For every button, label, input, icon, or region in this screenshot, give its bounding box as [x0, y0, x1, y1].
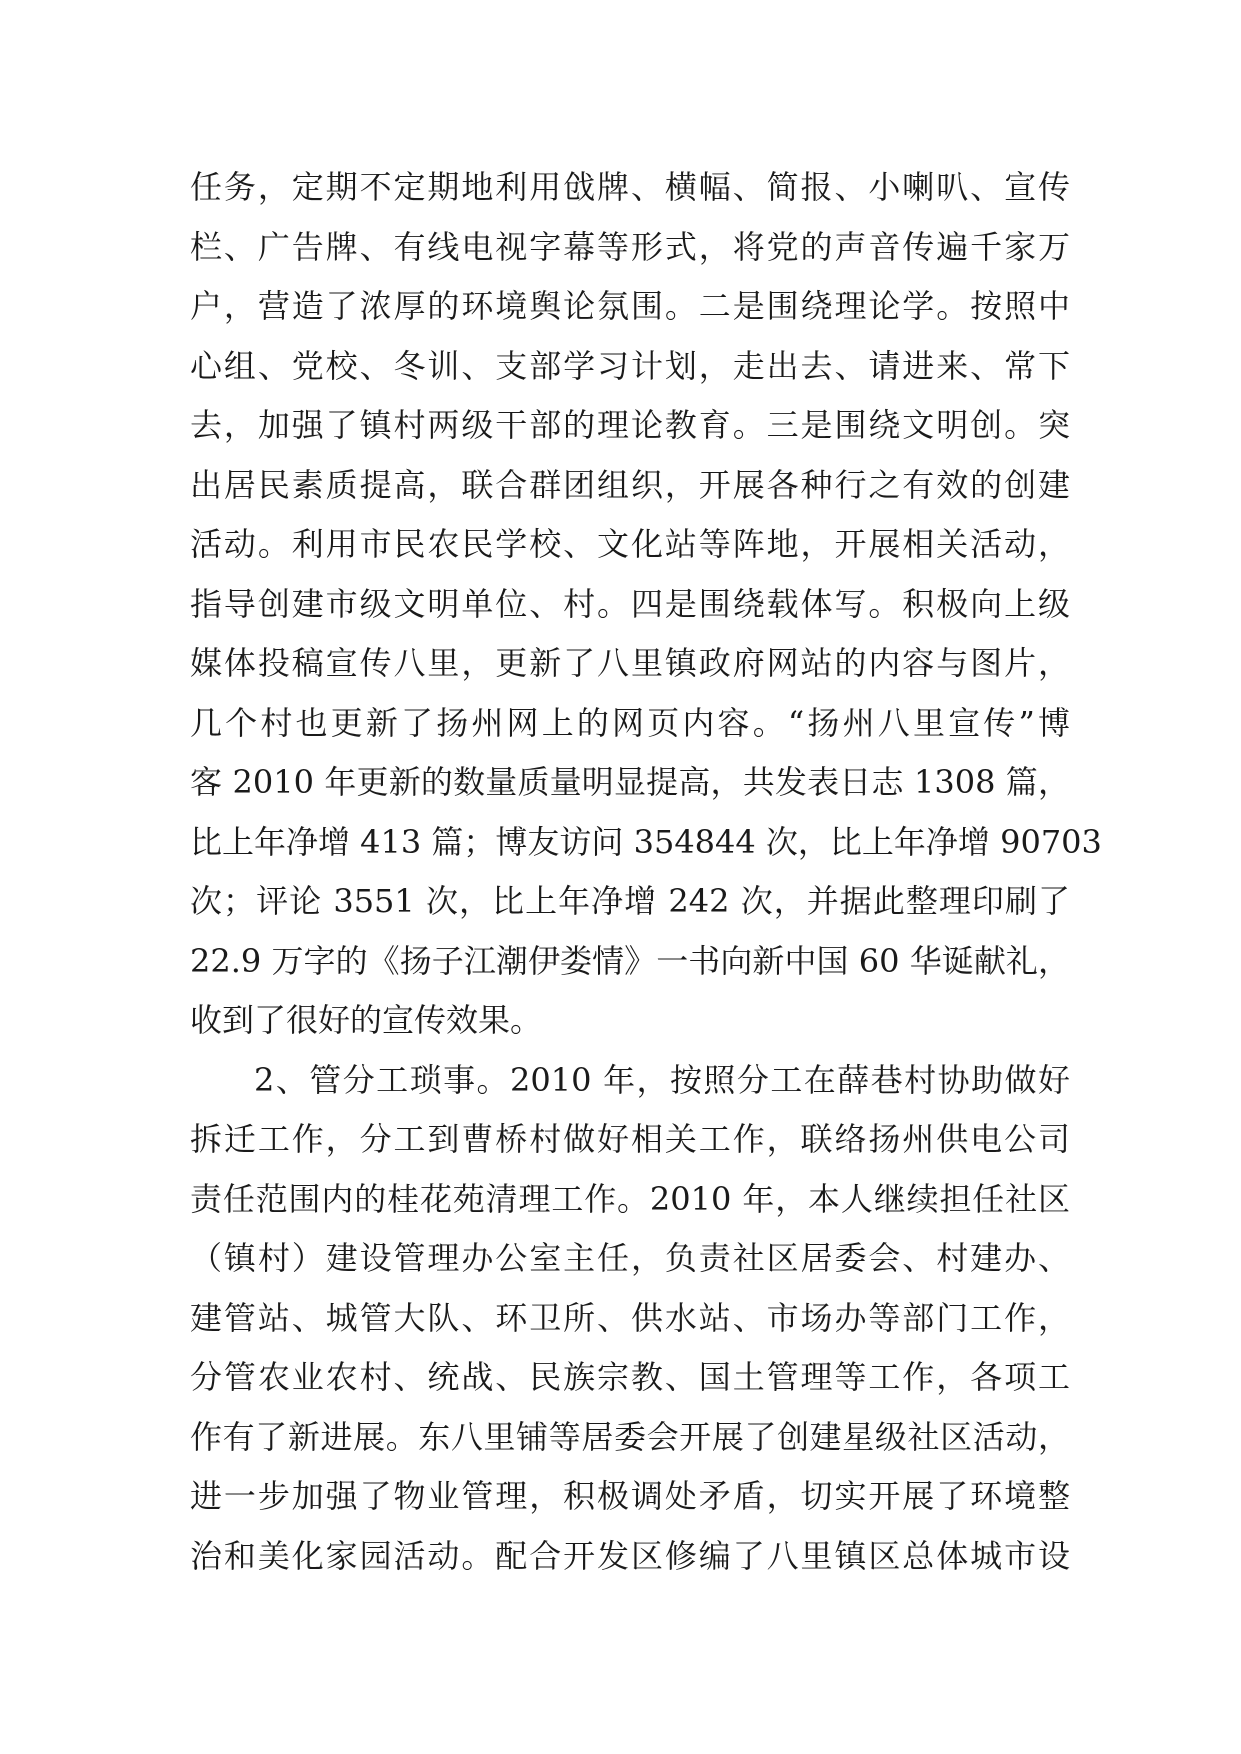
text-line: 心组、党校、冬训、支部学习计划，走出去、请进来、常下	[190, 346, 1070, 385]
text-line: 客 2010 年更新的数量质量明显提高，共发表日志 1308 篇，	[190, 763, 1070, 801]
text-line: 治和美化家园活动。配合开发区修编了八里镇区总体城市设	[190, 1536, 1070, 1575]
text-line: 进一步加强了物业管理，积极调处矛盾，切实开展了环境整	[190, 1477, 1070, 1515]
text-line: 2、管分工琐事。2010 年，按照分工在薛巷村协助做好	[254, 1060, 1070, 1099]
text-line: 媒体投稿宣传八里，更新了八里镇政府网站的内容与图片，	[190, 644, 1070, 682]
text-line: 22.9 万字的《扬子江潮伊娄情》一书向新中国 60 华诞献礼，	[190, 941, 1070, 980]
paragraph-1	[190, 158, 1102, 1051]
text-line: 建管站、城管大队、环卫所、供水站、市场办等部门工作，	[190, 1298, 1070, 1337]
text-line: 拆迁工作，分工到曹桥村做好相关工作，联络扬州供电公司	[190, 1120, 1070, 1158]
text-line: 分管农业农村、统战、民族宗教、国土管理等工作，各项工	[190, 1358, 1070, 1396]
paragraph-2	[190, 1051, 1070, 1587]
text-line: 收到了很好的宣传效果。	[190, 1001, 543, 1039]
text-line: 几个村也更新了扬州网上的网页内容。“扬州八里宣传”博	[190, 703, 1070, 742]
document-body	[190, 158, 1102, 1586]
text-line: 出居民素质提高，联合群团组织，开展各种行之有效的创建	[190, 465, 1070, 504]
text-line: 比上年净增 413 篇；博友访问 354844 次，比上年净增 90703	[190, 822, 1102, 861]
text-line: 去，加强了镇村两级干部的理论教育。三是围绕文明创。突	[190, 406, 1070, 444]
text-line: 作有了新进展。东八里铺等居委会开展了创建星级社区活动，	[190, 1417, 1070, 1456]
text-line: 指导创建市级文明单位、村。四是围绕载体写。积极向上级	[190, 584, 1070, 623]
text-line: （镇村）建设管理办公室主任，负责社区居委会、村建办、	[190, 1239, 1070, 1277]
text-line: 活动。利用市民农民学校、文化站等阵地，开展相关活动，	[190, 525, 1070, 563]
text-line: 户，营造了浓厚的环境舆论氛围。二是围绕理论学。按照中	[190, 287, 1070, 325]
text-line: 任务，定期不定期地利用戗牌、横幅、简报、小喇叭、宣传	[190, 168, 1070, 206]
text-line: 责任范围内的桂花苑清理工作。2010 年，本人继续担任社区	[190, 1179, 1070, 1218]
text-line: 次；评论 3551 次，比上年净增 242 次，并据此整理印刷了	[190, 882, 1070, 920]
text-line: 栏、广告牌、有线电视字幕等形式，将党的声音传遍千家万	[190, 227, 1070, 266]
